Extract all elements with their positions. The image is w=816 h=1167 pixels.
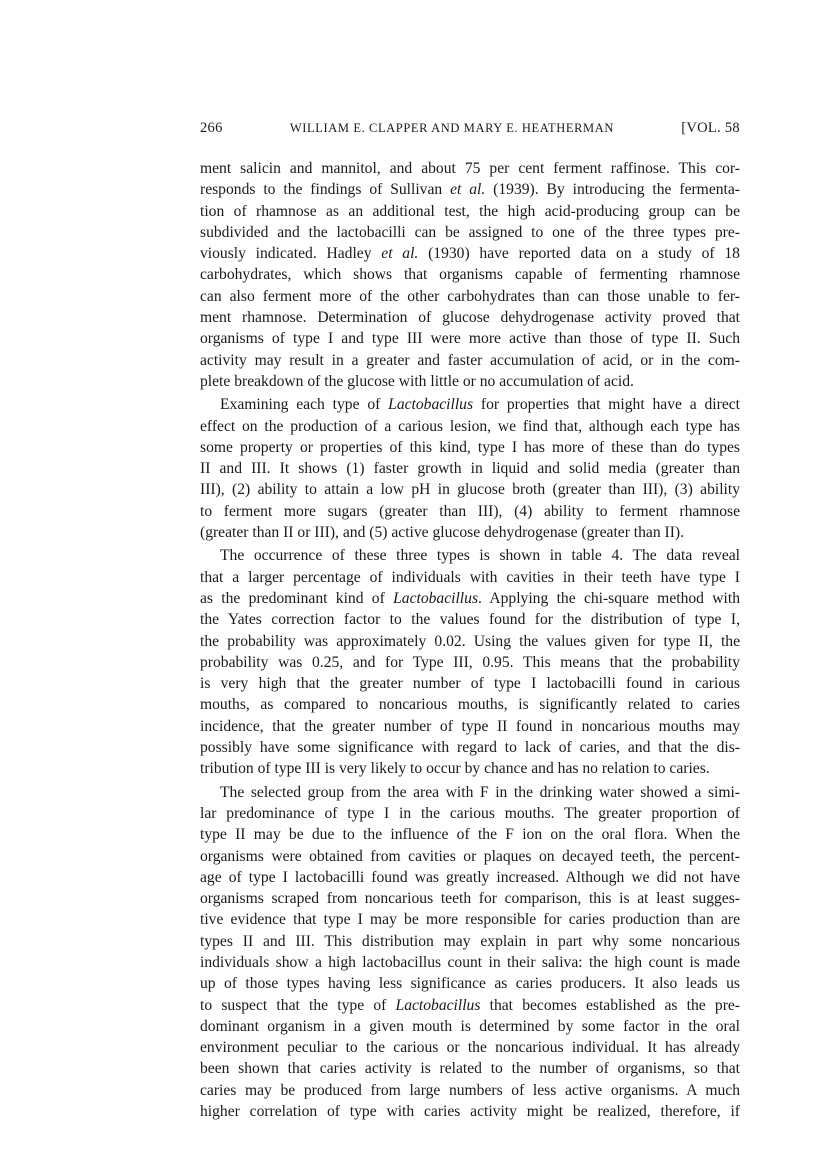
text-line: tive evidence that type I may be more responsible for caries production than are <box>200 911 740 929</box>
text-line: (greater than II or III), and (5) active glucose dehydrogenase (greater than II). <box>200 524 685 542</box>
text-line: organisms scraped from noncarious teeth for comparison, this is at least sugges- <box>200 890 740 908</box>
text-line: Examining each type of Lactobacillus for properties that might have a direct <box>220 396 740 414</box>
article-body <box>200 158 740 1122</box>
paragraph <box>200 158 740 392</box>
paragraph <box>200 545 740 779</box>
paragraph <box>200 782 740 1123</box>
text-line: to suspect that the type of Lactobacillus that becomes established as the pre- <box>200 996 740 1014</box>
text-line: tion of rhamnose as an additional test, the high acid-producing group can be <box>200 202 740 220</box>
text-line: The occurrence of these three types is shown in table 4. The data reveal <box>220 547 740 565</box>
journal-page <box>200 120 740 1122</box>
text-line: the Yates correction factor to the values found for the distribution of type I, <box>200 611 740 629</box>
text-line: incidence, that the greater number of type II found in noncarious mouths may <box>200 717 740 735</box>
text-line: type II may be due to the influence of the F ion on the oral flora. When the <box>200 826 740 844</box>
paragraph <box>200 394 740 543</box>
text-line: carbohydrates, which shows that organisms capable of fermenting rhamnose <box>200 266 740 284</box>
text-line: probability was 0.25, and for Type III, 0.95. This means that the probability <box>200 653 740 671</box>
volume-label: [VOL. 58 <box>681 120 740 136</box>
text-line: III), (2) ability to attain a low pH in glucose broth (greater than III), (3) ability <box>200 481 740 499</box>
text-line: individuals show a high lactobacillus count in their saliva: the high count is made <box>200 953 740 971</box>
text-line: subdivided and the lactobacilli can be assigned to one of the three types pre- <box>200 223 740 241</box>
text-line: ment rhamnose. Determination of glucose dehydrogenase activity proved that <box>200 309 740 327</box>
text-line: caries may be produced from large numbers of less active organisms. A much <box>200 1081 740 1099</box>
page-number: 266 <box>200 120 223 136</box>
text-line: been shown that caries activity is related to the number of organisms, so that <box>200 1060 740 1078</box>
text-line: viously indicated. Hadley et al. (1930) have reported data on a study of 18 <box>200 245 740 263</box>
text-line: the probability was approximately 0.02. Using the values given for type II, the <box>200 632 740 650</box>
text-line: that a larger percentage of individuals with cavities in their teeth have type I <box>200 568 740 586</box>
text-line: effect on the production of a carious lesion, we find that, although each type has <box>200 417 740 435</box>
running-head-authors: WILLIAM E. CLAPPER AND MARY E. HEATHERMAN <box>289 121 614 135</box>
text-line: to ferment more sugars (greater than III), (4) ability to ferment rhamnose <box>200 502 740 520</box>
text-line: dominant organism in a given mouth is determined by some factor in the oral <box>200 1017 740 1035</box>
text-line: environment peculiar to the carious or the noncarious individual. It has already <box>200 1039 740 1057</box>
text-line: plete breakdown of the glucose with little or no accumulation of acid. <box>200 372 634 390</box>
text-line: organisms of type I and type III were more active than those of type II. Such <box>200 330 740 348</box>
text-line: lar predominance of type I in the carious mouths. The greater proportion of <box>200 804 740 822</box>
text-line: can also ferment more of the other carbohydrates than can those unable to fer- <box>200 287 740 305</box>
text-line: age of type I lactobacilli found was greatly increased. Although we did not have <box>200 868 740 886</box>
text-line: possibly have some significance with regard to lack of caries, and that the dis- <box>200 739 740 757</box>
text-line: as the predominant kind of Lactobacillus. Applying the chi-square method with <box>200 589 740 607</box>
text-line: ment salicin and mannitol, and about 75 per cent ferment raffinose. This cor- <box>200 160 740 177</box>
text-line: higher correlation of type with caries activity might be realized, therefore, if <box>200 1103 740 1121</box>
text-line: types II and III. This distribution may explain in part why some noncarious <box>200 932 740 950</box>
text-line: The selected group from the area with F in the drinking water showed a simi- <box>220 783 740 801</box>
text-line: organisms were obtained from cavities or plaques on decayed teeth, the percent- <box>200 847 740 865</box>
text-line: tribution of type III is very likely to occur by chance and has no relation to caries. <box>200 760 710 778</box>
running-head <box>200 120 740 148</box>
text-line: is very high that the greater number of type I lactobacilli found in carious <box>200 675 740 693</box>
text-line: some property or properties of this kind, type I has more of these than do types <box>200 438 740 456</box>
text-line: II and III. It shows (1) faster growth in liquid and solid media (greater than <box>200 460 740 478</box>
text-line: responds to the findings of Sullivan et al. (1939). By introducing the fermenta- <box>200 181 740 199</box>
text-line: mouths, as compared to noncarious mouths, is significantly related to caries <box>200 696 740 714</box>
text-line: up of those types having less significance as caries producers. It also leads us <box>200 975 740 993</box>
text-line: activity may result in a greater and faster accumulation of acid, or in the com- <box>200 351 740 369</box>
